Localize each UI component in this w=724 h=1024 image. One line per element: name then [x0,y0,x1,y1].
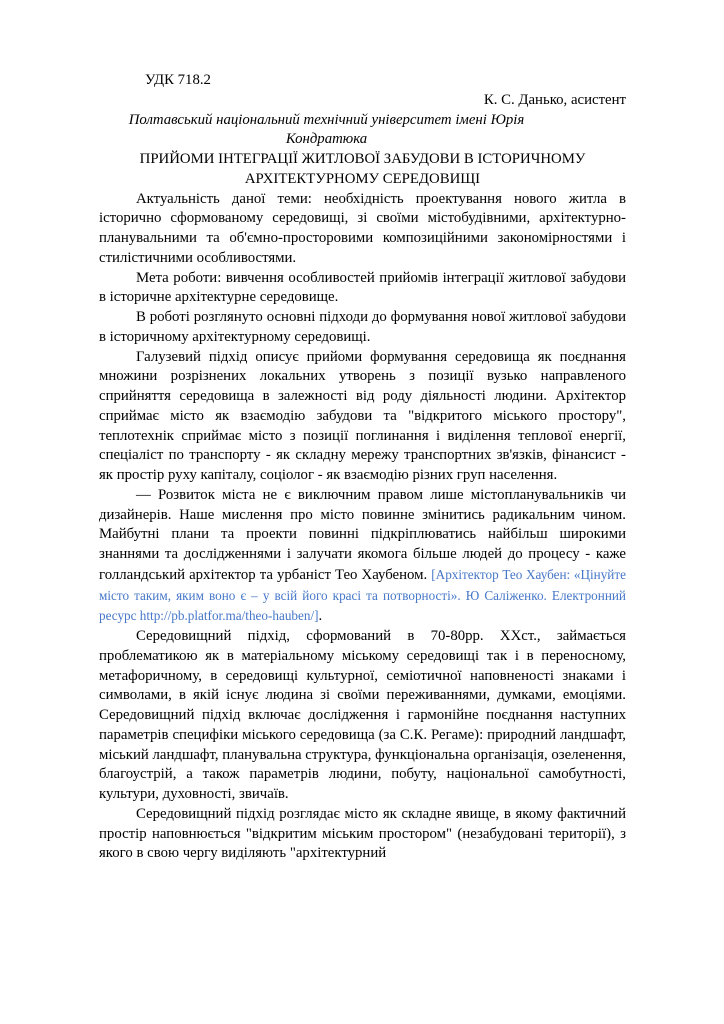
quote-text: — Розвиток міста не є виключним правом лише містопланувальників чи дизайнерів. Наше мислення про місто повинне змінитись радикальним чином. Майбутні плани та проекти повинні підкріплюватись найбільш широкими знаннями та дослідженнями і залучати якомога більше людей до процесу - каже голландський архітектор та урбаніст Тео Хаубеном. [99,486,626,583]
author-line: К. С. Данько, асистент [483,91,626,108]
article-title: ПРИЙОМИ ІНТЕГРАЦІЇ ЖИТЛОВОЇ ЗАБУДОВИ В ІСТОРИЧНОМУ АРХІТЕКТУРНОМУ СЕРЕДОВИЩІ [139,151,586,187]
paragraph-quote [99,486,626,627]
quote-trailing-period: . [318,608,323,625]
paragraph-relevance: Актуальність даної теми: необхідність проектування нового житла в історично сформованому середовищі, зі своїми містобудівними, архітектурно-планувальними та об'ємно-просторовими композиційними закономірностями і стилістичними особливостями. [99,190,626,266]
paragraph-environmental-approach-2: Середовищний підхід розглядає місто як складне явище, в якому фактичний простір наповнюється "відкритим міським простором" (незабудовані території), з якого в свою чергу виділяють "архітектурний [99,805,626,862]
paragraph-environmental-approach: Середовищний підхід, сформований в 70-80рр. ХХст., займається проблематикою як в матеріальному міському середовищі так і в переносному, метафоричному, в середовищі культурної, семіотичної наповненості знаками і символами, в якій існує людина зі своїми переживаннями, думками, емоціями. Середовищний підхід включає дослідження і гармонійне поєднання наступних параметрів специфіки міського середовища (за С.К. Регаме): природний ландшафт, міський ландшафт, планувальна структура, функціональна організація, озеленення, благоустрій, а також параметрів людини, побуту, національної самобутності, культури, духовності, звичаїв. [99,628,626,802]
affiliation-line: Полтавський національний технічний університет імені Юрія Кондратюка [128,111,525,148]
paragraph-goal: Мета роботи: вивчення особливостей прийомів інтеграції житлової забудови в історичне архітектурне середовище. [99,269,626,306]
citation-link[interactable]: [Архітектор Тео Хаубен: «Цінуйте місто таким, яким воно є – у всій його красі та потворності». Ю Саліженко. Електронний ресурс http://pb.platfor.ma/theo-hauben/] [99,566,626,624]
paragraph-overview: В роботі розглянуто основні підходи до формування нової житлової забудови в історичному архітектурному середовищі. [99,309,626,345]
udc-number: УДК 718.2 [145,72,211,88]
paragraph-sectoral-approach: Галузевий підхід описує прийоми формування середовища як поєднання множини розрізнених локальних утворень з позиції вузько направленого сприйняття середовища в залежності від роду діяльності людини. Архітектор сприймає місто як взаємодію забудови та "відкритого міського простору", теплотехнік сприймає місто з позиції поглинання і виділення теплової енергії, спеціаліст по транспорту - як складну мережу транспортних зв'язків, фінансист - як простір руху капіталу, соціолог - як взаємодію різних груп населення. [99,348,626,483]
